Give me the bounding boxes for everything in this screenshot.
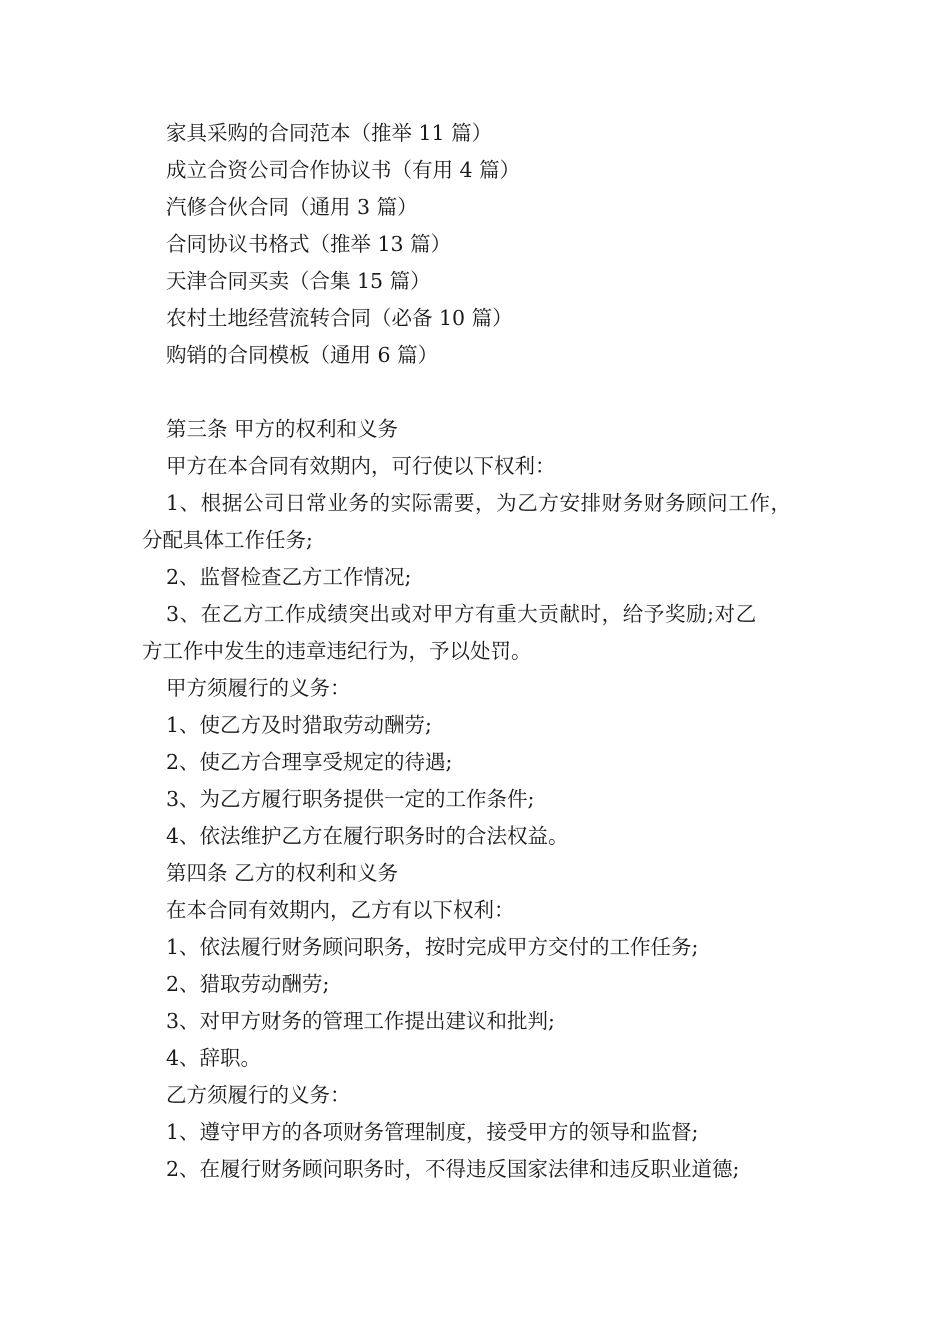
related-article-link[interactable]: 合同协议书格式（推举 13 篇）: [166, 232, 452, 256]
article-4-right-3: 3、对甲方财务的管理工作提出建议和批判;: [166, 1009, 555, 1033]
article-3-rights-intro: 甲方在本合同有效期内，可行使以下权利：: [166, 454, 556, 478]
document-body: [142, 115, 812, 1188]
related-article-link[interactable]: 家具采购的合同范本（推举 11 篇）: [166, 121, 493, 145]
related-article-link[interactable]: 成立合资公司合作协议书（有用 4 篇）: [166, 158, 521, 182]
article-4-duty-2: 2、在履行财务顾问职务时，不得违反国家法律和违反职业道德;: [166, 1157, 740, 1181]
article-3-right-3: 3、在乙方工作成绩突出或对甲方有重大贡献时，给予奖励;对乙: [166, 602, 757, 626]
related-article-link[interactable]: 购销的合同模板（通用 6 篇）: [166, 343, 439, 367]
article-3-heading: 第三条 甲方的权利和义务: [166, 417, 399, 441]
article-3-duty-2: 2、使乙方合理享受规定的待遇;: [166, 750, 453, 774]
paragraph-spacer: [142, 374, 812, 411]
article-3-right-1: 1、根据公司日常业务的实际需要，为乙方安排财务财务顾问工作，: [166, 491, 792, 515]
article-4-right-1: 1、依法履行财务顾问职务，按时完成甲方交付的工作任务;: [166, 935, 699, 959]
article-4-right-4: 4、辞职。: [166, 1046, 262, 1070]
article-3-duty-4: 4、依法维护乙方在履行职务时的合法权益。: [166, 824, 569, 848]
related-article-link[interactable]: 天津合同买卖（合集 15 篇）: [166, 269, 431, 293]
article-3-duty-1: 1、使乙方及时猎取劳动酬劳;: [166, 713, 432, 737]
article-3-duty-3: 3、为乙方履行职务提供一定的工作条件;: [166, 787, 535, 811]
article-4-rights-intro: 在本合同有效期内，乙方有以下权利：: [166, 898, 515, 922]
article-4-duty-1: 1、遵守甲方的各项财务管理制度，接受甲方的领导和监督;: [166, 1120, 699, 1144]
article-3-right-3-continued: 方工作中发生的违章违纪行为，予以处罚。: [142, 639, 532, 663]
article-4-heading: 第四条 乙方的权利和义务: [166, 861, 399, 885]
article-3-right-2: 2、监督检查乙方工作情况;: [166, 565, 412, 589]
related-article-link[interactable]: 汽修合伙合同（通用 3 篇）: [166, 195, 418, 219]
article-3-right-1-continued: 分配具体工作任务;: [142, 528, 313, 552]
related-article-link[interactable]: 农村土地经营流转合同（必备 10 篇）: [166, 306, 513, 330]
article-3-duties-intro: 甲方须履行的义务：: [166, 676, 351, 700]
article-4-right-2: 2、猎取劳动酬劳;: [166, 972, 330, 996]
article-4-duties-intro: 乙方须履行的义务：: [166, 1083, 351, 1107]
